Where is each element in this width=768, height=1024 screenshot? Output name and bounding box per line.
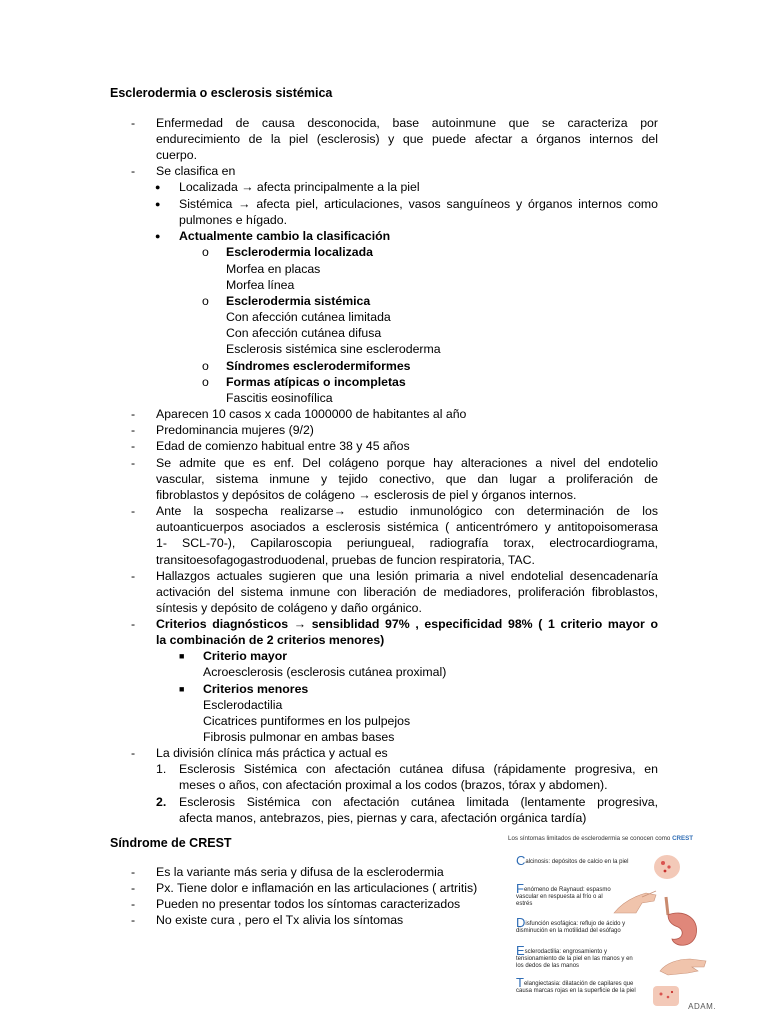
dash-marker: -: [131, 407, 136, 421]
criterios-line-1: Criterios diagnósticos → sensiblidad 97% , especificidad 98% ( 1 criterio mayor o: [156, 617, 658, 631]
figure-item-calcinosis: Calcinosis: depósitos de calcio en la piel: [516, 853, 629, 868]
morfea-placas: Morfea en placas: [226, 262, 321, 276]
figure-item-telangiectasia: Telangiectasia: dilatación de capilares que causa marcas rojas en la superficie de la piel: [516, 975, 636, 994]
crest-title: Síndrome de CREST: [110, 836, 232, 850]
intro-line-2: endurecimiento de la piel (esclerosis) y que puede afectar a órganos internos del: [156, 132, 658, 146]
intro-line-3: cuerpo.: [156, 148, 198, 162]
cicatrices: Cicatrices puntiformes en los pulpejos: [203, 714, 411, 728]
division-2-line-2: afecta manos, antebrazos, pies, piernas y cara, afectación orgánica tardía): [179, 811, 587, 825]
page-title: Esclerodermia o esclerosis sistémica: [110, 86, 333, 100]
sospecha-line-2: autoanticuerpos asociados a esclerosis sistémica ( anticentrómero y antitopoisomerasa: [156, 520, 658, 534]
dash-marker: -: [131, 439, 136, 453]
figure-item-esclerodactilia: Esclerodactilia: engrosamiento y tensionamiento de la piel en las manos y en los dedos de las manos: [516, 943, 633, 969]
colageno-line-3: fibroblastos y depósitos de colágeno → esclerosis de piel y órganos internos.: [156, 488, 577, 502]
esclerodactilia-hand-image: [658, 953, 708, 977]
colageno-line-1: Se admite que es enf. Del colágeno porque hay alteraciones a nivel del endotelio: [156, 456, 658, 470]
esclerodermia-sistemica-heading: Esclerodermia sistémica: [226, 294, 371, 308]
crest-item: No existe cura , pero el Tx alivia los síntomas: [156, 913, 404, 927]
division-2-line-1: Esclerosis Sistémica con afectación cutánea limitada (lentamente progresiva,: [179, 795, 658, 809]
dash-marker: -: [131, 746, 136, 760]
square-marker: ■: [179, 684, 185, 694]
dash-marker: -: [131, 164, 136, 178]
dash-marker: -: [131, 865, 136, 879]
esclerodactilia: Esclerodactilia: [203, 698, 283, 712]
dash-marker: -: [131, 881, 136, 895]
sospecha-line-4: transitoesofagogastroduodenal, pruebas de funcion respiratoria, TAC.: [156, 553, 535, 567]
sindromes-heading: Síndromes esclerodermiformes: [226, 359, 411, 373]
dash-marker: -: [131, 913, 136, 927]
intro-line-1: Enfermedad de causa desconocida, base autoinmune que se caracteriza por: [156, 116, 658, 130]
crest-item: Pueden no presentar todos los síntomas caracterizados: [156, 897, 461, 911]
colageno-line-2: vascular, sistema inmune y tejido conectivo, que dan lugar a proliferación de: [156, 472, 658, 486]
predominio-text: Predominancia mujeres (9/2): [156, 423, 314, 437]
hallazgos-line-1: Hallazgos actuales sugieren que una lesión primaria a nivel endotelial desencadenaría: [156, 569, 658, 583]
circle-marker: o: [202, 359, 209, 373]
adam-logo: ADAM.: [688, 1002, 716, 1011]
division-1-line-1: Esclerosis Sistémica con afectación cutánea difusa (rápidamente progresiva, en: [179, 762, 658, 776]
figure-header-crest: CREST: [672, 835, 694, 842]
sospecha-line-3: 1- SCL-70-), Capilaroscopia periungueal, radiografía torax, electrocardiograma,: [156, 536, 658, 550]
dash-marker: -: [131, 116, 136, 130]
afeccion-difusa: Con afección cutánea difusa: [226, 326, 382, 340]
dash-marker: -: [131, 456, 136, 470]
afeccion-limitada: Con afección cutánea limitada: [226, 310, 391, 324]
division-1-line-2: meses o años, con afectación proximal a los codos (brazos, tórax y abdomen).: [179, 778, 608, 792]
hallazgos-line-3: síntesis y depósito de colágeno y daño orgánico.: [156, 601, 422, 615]
formas-atipicas-heading: Formas atípicas o incompletas: [226, 375, 406, 389]
localizada-text: Localizada → afecta principalmente a la piel: [179, 180, 420, 194]
dash-marker: -: [131, 897, 136, 911]
clasifica-text: Se clasifica en: [156, 164, 236, 178]
sistemica-line-1: Sistémica → afecta piel, articulaciones, vasos sanguíneos y órganos internos como: [179, 197, 658, 211]
criterios-line-2: la combinación de 2 criterios menores): [156, 633, 385, 647]
casos-text: Aparecen 10 casos x cada 1000000 de habitantes al año: [156, 407, 467, 421]
hallazgos-line-2: activación del sistema inmune con liberación de mediadores, proliferación fibroblastos,: [156, 585, 658, 599]
figure-header: Los síntomas limitados de esclerodermia se conocen como CREST: [508, 835, 694, 842]
division-text: La división clínica más práctica y actual es: [156, 746, 388, 760]
figure-item-raynaud: Fenómeno de Raynaud: espasmo vascular en respuesta al frío o al estrés: [516, 881, 611, 907]
dash-marker: -: [131, 617, 136, 631]
bullet-marker: ●: [155, 231, 161, 241]
telangiectasia-image: [652, 985, 680, 1007]
crest-item: Px. Tiene dolor e inflamación en las articulaciones ( artritis): [156, 881, 478, 895]
dash-marker: -: [131, 423, 136, 437]
fibrosis-pulmonar: Fibrosis pulmonar en ambas bases: [203, 730, 395, 744]
crest-item: Es la variante más seria y difusa de la esclerodermia: [156, 865, 444, 879]
dash-marker: -: [131, 504, 136, 518]
number-marker: 2.: [156, 795, 167, 809]
acroesclerosis: Acroesclerosis (esclerosis cutánea proximal): [203, 665, 447, 679]
actual-clasificacion-heading: Actualmente cambio la clasificación: [179, 229, 391, 243]
dash-marker: -: [131, 569, 136, 583]
fascitis: Fascitis eosinofílica: [226, 391, 333, 405]
esclerodermia-localizada-heading: Esclerodermia localizada: [226, 245, 373, 259]
sospecha-line-1: Ante la sospecha realizarse→ estudio inmunológico con determinación de los: [156, 504, 658, 518]
circle-marker: o: [202, 294, 209, 308]
criterio-mayor-heading: Criterio mayor: [203, 649, 288, 663]
esophagus-image: [658, 895, 704, 953]
square-marker: ■: [179, 651, 185, 661]
number-marker: 1.: [156, 762, 167, 776]
figure-item-esofago: Disfunción esofágica: reflujo de ácido y disminución en la motilidad del esófago: [516, 915, 626, 934]
bullet-marker: ●: [155, 182, 161, 192]
criterios-menores-heading: Criterios menores: [203, 682, 309, 696]
edad-text: Edad de comienzo habitual entre 38 y 45 años: [156, 439, 410, 453]
bullet-marker: ●: [155, 199, 161, 209]
raynaud-hand-image: [612, 883, 660, 919]
circle-marker: o: [202, 245, 209, 259]
crest-figure: [508, 835, 718, 1013]
sistemica-line-2: pulmones e hígado.: [179, 213, 288, 227]
circle-marker: o: [202, 375, 209, 389]
sine-escleroderma: Esclerosis sistémica sine escleroderma: [226, 342, 441, 356]
calcinosis-image: [652, 853, 682, 881]
morfea-linea: Morfea línea: [226, 278, 295, 292]
